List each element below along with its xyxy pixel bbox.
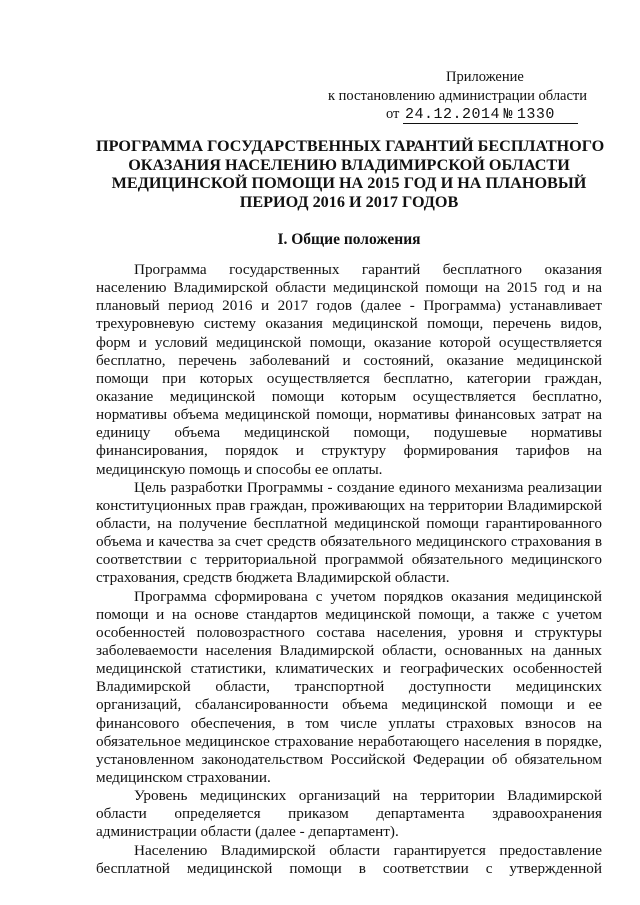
decree-date-field: [403, 106, 578, 124]
text-line: страхования, средств бюджета Владимирской области.: [96, 569, 450, 587]
document-body: [96, 261, 602, 878]
title-line: ОКАЗАНИЯ НАСЕЛЕНИЮ ВЛАДИМИРСКОЙ ОБЛАСТИ: [128, 155, 570, 174]
text-line: форм и условий медицинской помощи, оказание которой осуществляется: [96, 333, 602, 351]
text-line: бесплатной медицинской помощи в соответствии с утвержденной: [96, 859, 602, 877]
paragraph: [96, 261, 602, 479]
text-line: Населению Владимирской области гарантируется предоставление: [134, 841, 602, 859]
appendix-label: Приложение: [446, 69, 524, 85]
text-line: Цель разработки Программы - создание единого механизма реализации: [134, 478, 602, 496]
text-line: Программа сформирована с учетом порядков оказания медицинской: [134, 587, 602, 605]
text-line: единицу объема медицинской помощи, подушевые нормативы: [96, 424, 602, 442]
text-line: объема и качества за счет средств обязательного медицинского страхования в: [96, 533, 602, 551]
text-line: обязательное медицинское страхование неработающего населения в порядке,: [96, 732, 602, 750]
text-line: Владимирской области, транспортной доступности медицинских: [96, 678, 602, 696]
text-line: медицинской статистики, климатических и географических особенностей: [96, 660, 602, 678]
text-line: Программа государственных гарантий бесплатного оказания: [134, 261, 602, 278]
text-line: помощи при которых осуществляется бесплатно, категории граждан,: [96, 369, 602, 387]
document-title: [96, 137, 605, 211]
text-line: оказание медицинской помощи которым осуществляется бесплатно,: [96, 387, 602, 405]
decree-number: 1330: [516, 106, 555, 123]
text-line: населению Владимирской области медицинской помощи на 2015 год и на: [96, 279, 602, 297]
text-line: особенностей половозрастного состава населения, уровня и структуры: [96, 623, 602, 641]
section-heading: I. Общие положения: [277, 231, 421, 248]
text-line: плановый период 2016 и 2017 годов (далее - Программа) устанавливает: [96, 297, 602, 315]
text-line: установленном законодательством Российской Федерации об обязательном: [96, 750, 602, 768]
appendix-decree-reference: к постановлению администрации области: [328, 87, 588, 104]
text-line: организаций, сбалансированности объема медицинской помощи и ее: [96, 696, 602, 714]
paragraph: [96, 479, 602, 588]
title-line: ПРОГРАММА ГОСУДАРСТВЕННЫХ ГАРАНТИЙ БЕСПЛАТНОГО: [96, 137, 605, 155]
text-line: администрации области (далее - департамент).: [96, 823, 399, 841]
paragraph: [96, 787, 602, 841]
appendix-block: [300, 68, 600, 124]
appendix-date-number: [386, 105, 600, 124]
text-line: области определяется приказом департамента здравоохранения: [96, 805, 602, 823]
text-line: помощи и на основе стандартов медицинской помощи, а также с учетом: [96, 605, 602, 623]
title-line: МЕДИЦИНСКОЙ ПОМОЩИ НА 2015 ГОД И НА ПЛАНОВЫЙ: [111, 174, 587, 192]
paragraph: [96, 842, 602, 878]
text-line: конституционных прав граждан, проживающих на территории Владимирской: [96, 496, 602, 514]
text-line: заболеваемости населения Владимирской области, основанных на данных: [96, 641, 602, 659]
date-prefix: от: [386, 106, 400, 122]
text-line: финансового обеспечения, в том числе уплаты страховых взносов на: [96, 714, 602, 732]
title-line: ПЕРИОД 2016 И 2017 ГОДОВ: [239, 192, 459, 211]
text-line: медицинском страховании.: [96, 768, 271, 786]
text-line: нормативы объема медицинской помощи, нормативы финансовых затрат на: [96, 406, 602, 424]
text-line: финансирования, порядок и структуру формирования тарифов на: [96, 442, 602, 460]
text-line: области, на получение бесплатной медицинской помощи гарантированного: [96, 514, 602, 532]
text-line: трехуровневую систему оказания медицинской помощи, перечень видов,: [96, 315, 602, 333]
text-line: медицинскую помощь и способы ее оплаты.: [96, 460, 383, 478]
text-line: Уровень медицинских организаций на территории Владимирской: [134, 787, 602, 805]
number-sign: №: [503, 106, 514, 123]
text-line: бесплатно, перечень заболеваний и состояний, оказание медицинской: [96, 351, 602, 369]
paragraph: [96, 588, 602, 788]
decree-date: 24.12.2014: [405, 106, 501, 123]
text-line: соответствии с территориальной программой обязательного медицинского: [96, 551, 602, 569]
